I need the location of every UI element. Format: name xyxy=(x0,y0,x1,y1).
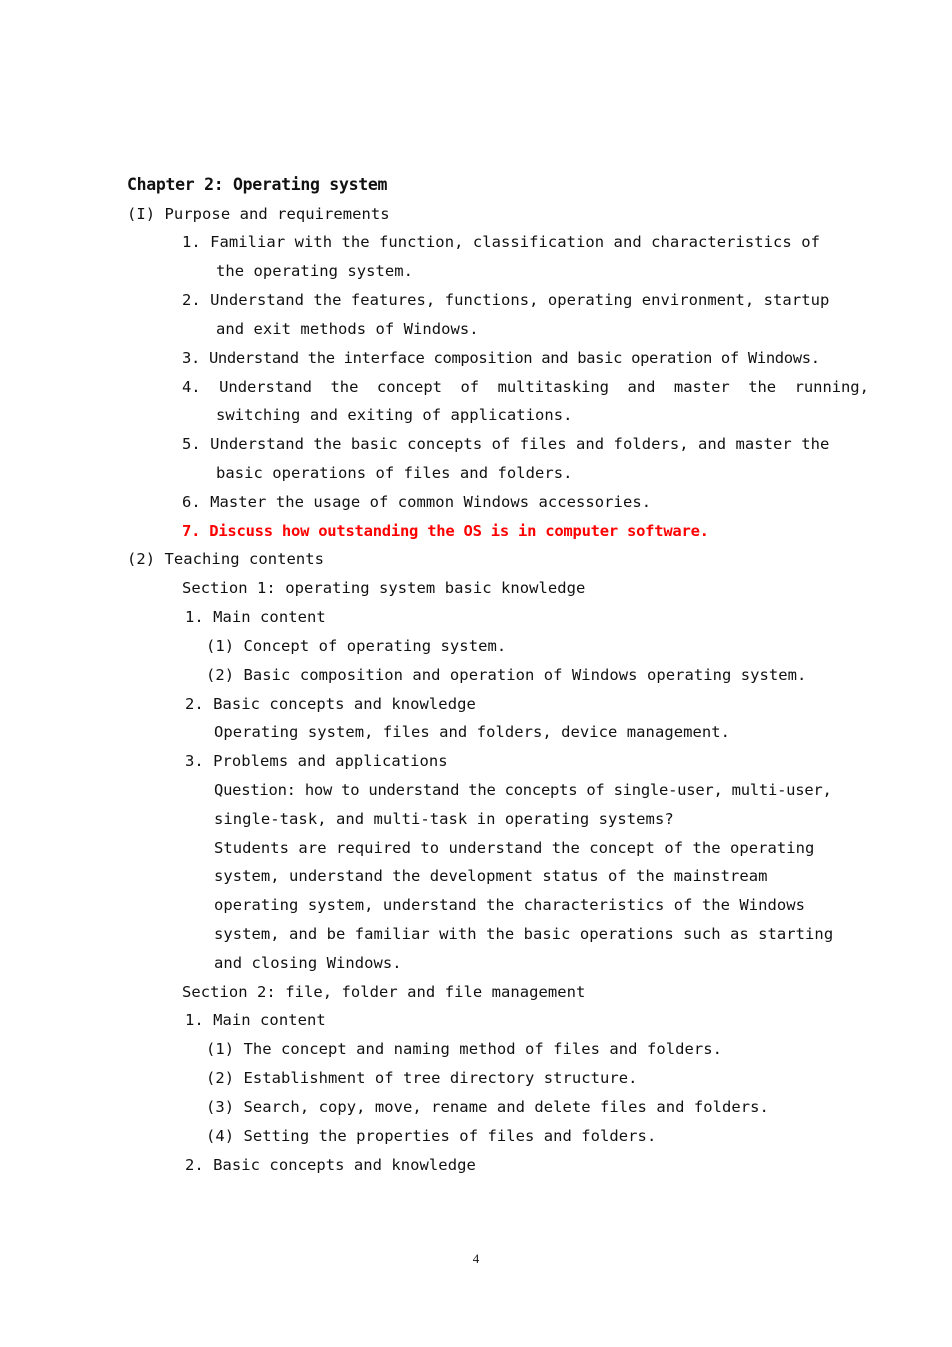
section1-question-line-1: Question: how to understand the concepts of single-user, multi-user, xyxy=(214,781,832,799)
section2-main-content: 1. Main content xyxy=(185,1011,326,1029)
purpose-item-5: 5. Understand the basic concepts of files and folders, and master the xyxy=(182,435,830,453)
purpose-item-1-cont: the operating system. xyxy=(216,262,414,280)
purpose-item-2-cont: and exit methods of Windows. xyxy=(216,320,479,338)
section2-mc-item-1: (1) The concept and naming method of files and folders. xyxy=(206,1040,722,1058)
section1-answer-line-2: system, understand the development status of the mainstream xyxy=(214,867,768,885)
purpose-item-4: 4. Understand the concept of multitasking and master the running, xyxy=(182,378,869,396)
section2-mc-item-4: (4) Setting the properties of files and folders. xyxy=(206,1127,657,1145)
section1-answer-line-5: and closing Windows. xyxy=(214,954,402,972)
purpose-item-2: 2. Understand the features, functions, operating environment, startup xyxy=(182,291,830,309)
section1-mc-item-2: (2) Basic composition and operation of Windows operating system. xyxy=(206,666,807,684)
section1-answer-line-4: system, and be familiar with the basic operations such as starting xyxy=(214,925,834,943)
purpose-item-3: 3. Understand the interface composition and basic operation of Windows. xyxy=(182,349,820,367)
section1-question-line-2: single-task, and multi-task in operating systems? xyxy=(214,810,674,828)
section1-answer-line-1: Students are required to understand the concept of the operating xyxy=(214,839,815,857)
page-number: 4 xyxy=(472,1251,480,1266)
section2-basic-concepts: 2. Basic concepts and knowledge xyxy=(185,1156,476,1174)
purpose-item-1: 1. Familiar with the function, classification and characteristics of xyxy=(182,233,820,251)
section1-answer-line-3: operating system, understand the characteristics of the Windows xyxy=(214,896,806,914)
purpose-item-5-cont: basic operations of files and folders. xyxy=(216,464,573,482)
section2-title: Section 2: file, folder and file management xyxy=(182,983,586,1001)
chapter-title: Chapter 2: Operating system xyxy=(127,175,388,194)
purpose-heading: (I) Purpose and requirements xyxy=(127,205,390,223)
section1-problems: 3. Problems and applications xyxy=(185,752,448,770)
section2-mc-item-3: (3) Search, copy, move, rename and delete files and folders. xyxy=(206,1098,769,1116)
section1-title: Section 1: operating system basic knowledge xyxy=(182,579,586,597)
teaching-heading: (2) Teaching contents xyxy=(127,550,325,568)
purpose-item-4-cont: switching and exiting of applications. xyxy=(216,406,573,424)
section2-mc-item-2: (2) Establishment of tree directory structure. xyxy=(206,1069,638,1087)
section1-basic-text: Operating system, files and folders, device management. xyxy=(214,723,730,741)
section1-mc-item-1: (1) Concept of operating system. xyxy=(206,637,507,655)
section1-main-content: 1. Main content xyxy=(185,608,326,626)
section1-basic-concepts: 2. Basic concepts and knowledge xyxy=(185,695,476,713)
purpose-item-6: 6. Master the usage of common Windows accessories. xyxy=(182,493,652,511)
purpose-item-7-highlight: 7. Discuss how outstanding the OS is in computer software. xyxy=(182,522,709,540)
